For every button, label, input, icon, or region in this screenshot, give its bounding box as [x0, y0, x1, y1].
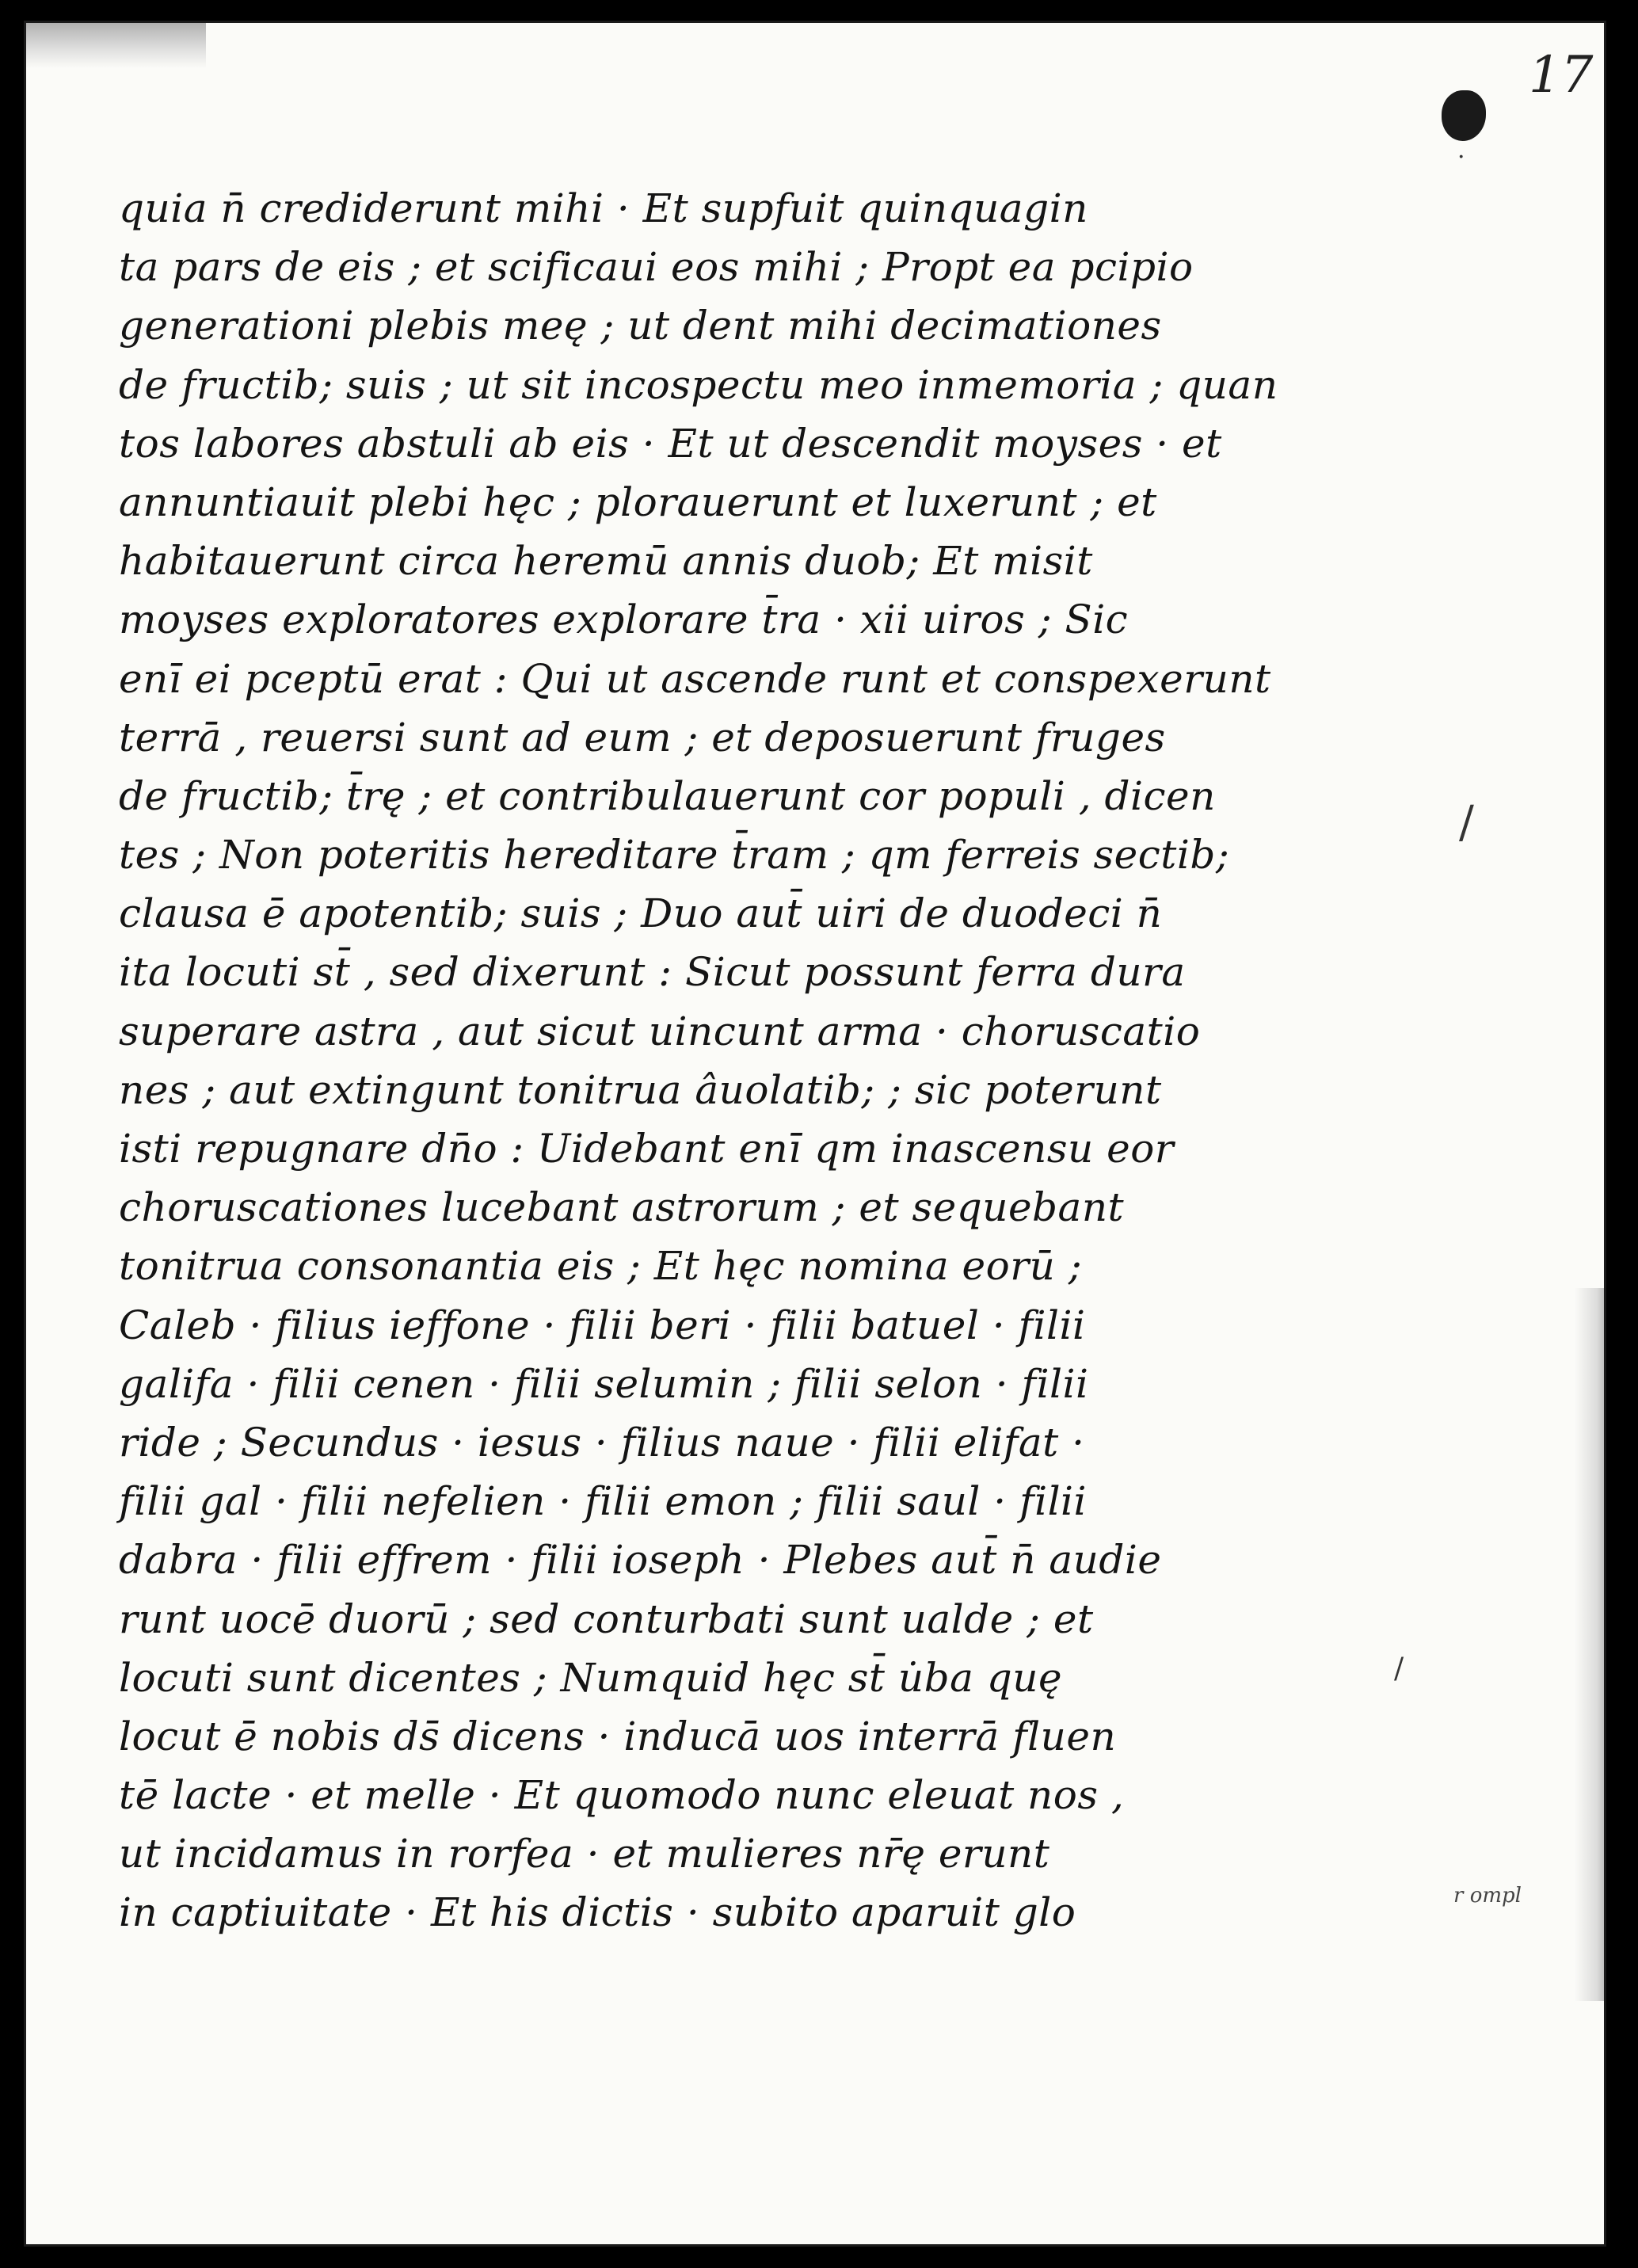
manuscript-text [119, 179, 1481, 1942]
manuscript-line: locut ē nobis ds̄ dicens · inducā uos interrā fluen [119, 1713, 1117, 1759]
manuscript-line: ut incidamus in rorfea · et mulieres nr̄ę erunt [119, 1831, 1050, 1877]
marginal-note: r ompl [1453, 1884, 1522, 1908]
manuscript-line: tos labores abstuli ab eis · Et ut descendit moyses · et [119, 420, 1222, 467]
manuscript-line: tē lacte · et melle · Et quomodo nunc eleuat nos , [119, 1772, 1125, 1819]
margin-mark: / [1394, 1652, 1404, 1685]
manuscript-line: Caleb · filius ieffone · filii beri · filii batuel · filii [119, 1302, 1086, 1348]
manuscript-line: isti repugnare dn̄o : Uidebant enī qm inascensu eor [119, 1126, 1175, 1172]
manuscript-line: ride ; Secundus · iesus · filius naue · filii elifat · [119, 1419, 1085, 1466]
manuscript-line: tonitrua consonantia eis ; Et hęc nomina eorū ; [119, 1243, 1083, 1290]
manuscript-line: runt uocē duorū ; sed conturbati sunt ualde ; et [119, 1595, 1094, 1642]
manuscript-line: in captiuitate · Et his dictis · subito aparuit glo [119, 1889, 1076, 1936]
margin-stroke: / [1459, 797, 1474, 848]
top-left-smudge [24, 21, 206, 68]
manuscript-line: annuntiauit plebi hęc ; plorauerunt et luxerunt ; et [119, 478, 1157, 525]
manuscript-line: filii gal · filii nefelien · filii emon ; filii saul · filii [119, 1478, 1088, 1525]
manuscript-line: de fructib; t̄rę ; et contribulauerunt cor populi , dicen [119, 772, 1216, 819]
manuscript-line: nes ; aut extingunt tonitrua âuolatib; ; sic poterunt [119, 1066, 1162, 1113]
manuscript-line: moyses exploratores explorare t̄ra · xii uiros ; Sic [119, 597, 1129, 643]
manuscript-page [24, 21, 1606, 2247]
margin-dot: · [1457, 143, 1465, 171]
ink-blot [1442, 90, 1486, 141]
page-number: 17 [1529, 46, 1594, 105]
manuscript-line: galifa · filii cenen · filii selumin ; filii selon · filii [119, 1360, 1089, 1407]
manuscript-line: choruscationes lucebant astrorum ; et sequebant [119, 1184, 1125, 1231]
manuscript-line: ta pars de eis ; et scificaui eos mihi ; Propt ea pcipio [119, 244, 1194, 291]
manuscript-line: superare astra , aut sicut uincunt arma · choruscatio [119, 1008, 1201, 1054]
manuscript-line: clausa ē apotentib; suis ; Duo aut̄ uiri de duodeci n̄ [119, 890, 1163, 937]
manuscript-line: locuti sunt dicentes ; Numquid hęc st̄ u̇ba quę [119, 1654, 1063, 1701]
manuscript-line: generationi plebis meę ; ut dent mihi decimationes [119, 303, 1162, 349]
manuscript-line: de fructib; suis ; ut sit incospectu meo inmemoria ; quan [119, 361, 1278, 408]
manuscript-line: habitauerunt circa heremū annis duob; Et misit [119, 538, 1093, 585]
manuscript-line: terrā , reuersi sunt ad eum ; et deposuerunt fruges [119, 714, 1166, 760]
manuscript-line: enī ei pceptū erat : Qui ut ascende runt et conspexerunt [119, 655, 1271, 702]
right-edge-shadow [1575, 1288, 1606, 2001]
manuscript-line: tes ; Non poteritis hereditare t̄ram ; qm ferreis sectib; [119, 832, 1230, 879]
manuscript-line: dabra · filii effrem · filii ioseph · Plebes aut̄ n̄ audie [119, 1537, 1162, 1584]
manuscript-line: quia n̄ crediderunt mihi · Et supfuit quinquagin [119, 185, 1088, 231]
manuscript-line: ita locuti st̄ , sed dixerunt : Sicut possunt ferra dura [119, 949, 1186, 996]
